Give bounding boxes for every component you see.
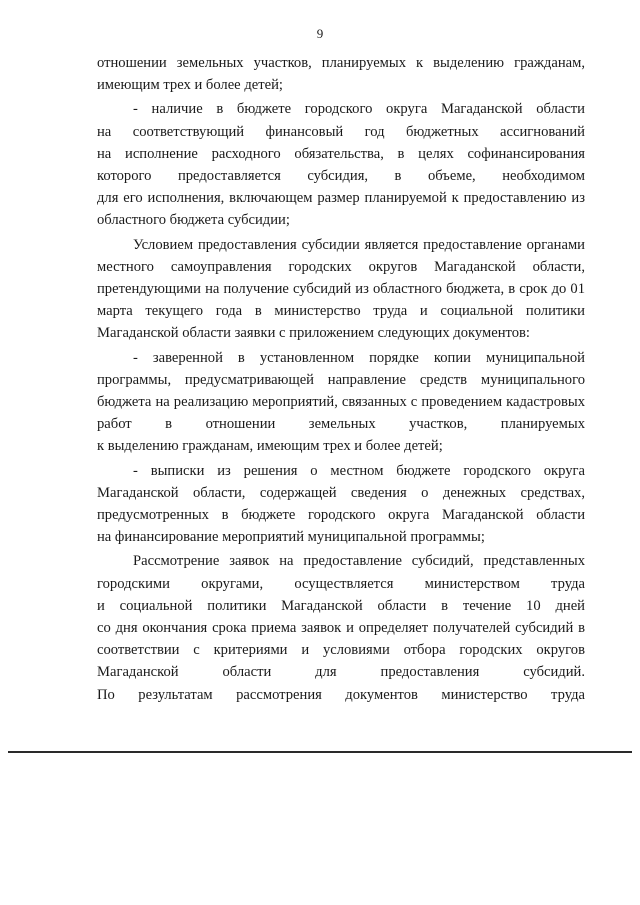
text-line: областного бюджета субсидии;	[97, 212, 290, 229]
text-line: программы, предусматривающей направление средств муниципального	[97, 371, 585, 388]
text-line: отношении земельных участков, планируемых к выделению гражданам,	[97, 55, 585, 71]
paragraph-budget-extract	[97, 460, 585, 549]
document-body	[97, 52, 585, 708]
text-line: Рассмотрение заявок на предоставление субсидий, представленных	[133, 553, 585, 570]
text-line: городскими округами, осуществляется министерством труда	[97, 575, 585, 592]
text-line: предусмотренных в бюджете городского округа Магаданской области	[97, 507, 585, 524]
text-line: к выделению гражданам, имеющим трех и более детей;	[97, 438, 443, 455]
text-line: со дня окончания срока приема заявок и определяет получателей субсидий в	[97, 620, 585, 637]
paragraph-subsidy-condition	[97, 234, 585, 345]
paragraph-budget-condition	[97, 98, 585, 231]
text-line: - заверенной в установленном порядке копии муниципальной	[133, 349, 585, 366]
paragraph-program-copy	[97, 347, 585, 458]
text-line: на исполнение расходного обязательства, в целях софинансирования	[97, 145, 585, 162]
text-line: Магаданской области для предоставления субсидий.	[97, 664, 585, 681]
text-line: марта текущего года в министерство труда и социальной политики	[97, 303, 585, 320]
footer-rule	[8, 751, 632, 753]
text-line: Магаданской области заявки с приложением следующих документов:	[97, 325, 530, 342]
page-number: 9	[316, 26, 324, 41]
text-line: Магаданской области, содержащей сведения о денежных средствах,	[97, 484, 585, 501]
paragraph-continuation	[97, 52, 585, 96]
paragraph-review	[97, 550, 585, 705]
text-line: претендующими на получение субсидий из областного бюджета, в срок до 01	[97, 281, 585, 298]
text-line: и социальной политики Магаданской области в течение 10 дней	[97, 597, 585, 614]
text-line: местного самоуправления городских округов Магаданской области,	[97, 258, 585, 275]
text-line: Условием предоставления субсидии является предоставление органами	[133, 236, 585, 253]
text-line: которого предоставляется субсидия, в объеме, необходимом	[97, 168, 585, 185]
text-line: - выписки из решения о местном бюджете городского округа	[133, 462, 585, 479]
text-line: работ в отношении земельных участков, планируемых	[97, 416, 585, 433]
text-line: бюджета на реализацию мероприятий, связанных с проведением кадастровых	[97, 394, 585, 411]
text-line: - наличие в бюджете городского округа Магаданской области	[133, 101, 585, 118]
text-line: для его исполнения, включающем размер планируемой к предоставлению из	[97, 190, 585, 207]
text-line: на финансирование мероприятий муниципальной программы;	[97, 529, 485, 546]
text-line: на соответствующий финансовый год бюджетных ассигнований	[97, 123, 585, 140]
text-line: имеющим трех и более детей;	[97, 77, 283, 94]
text-line: По результатам рассмотрения документов министерство труда	[97, 686, 585, 703]
text-line: соответствии с критериями и условиями отбора городских округов	[97, 642, 585, 659]
